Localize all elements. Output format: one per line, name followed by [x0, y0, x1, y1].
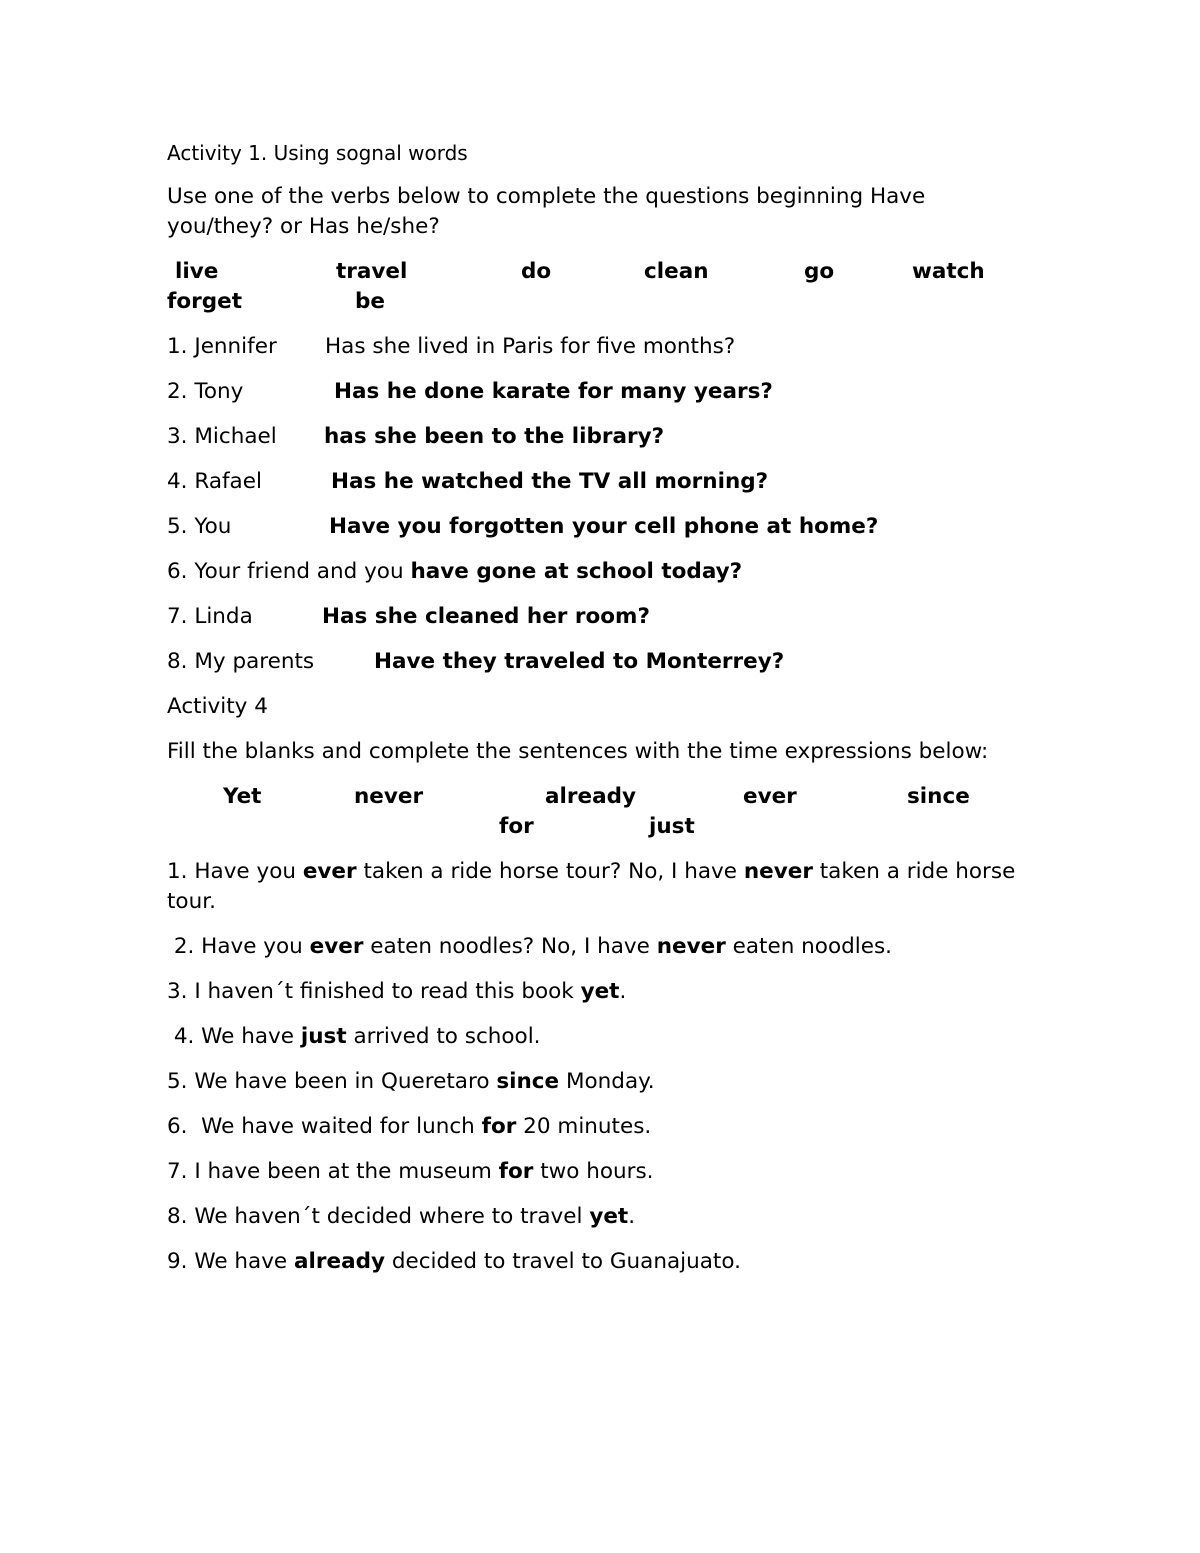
question-item [167, 467, 1047, 497]
expression-already: already [545, 784, 636, 809]
sentence-answer: since [496, 1069, 560, 1094]
sentence-text: 2. Have you [167, 934, 310, 959]
sentence-text: 9. We have [167, 1249, 294, 1274]
question-label: 2. Tony [167, 379, 244, 404]
verb-be: be [355, 289, 385, 314]
verb-bank [167, 257, 1047, 317]
verb-go: go [804, 259, 835, 284]
sentence-answer: already [294, 1249, 385, 1274]
question-item [167, 602, 1047, 632]
expression-for: for [499, 814, 534, 839]
sentence-text: . [628, 1204, 636, 1229]
sentence-answer: for [481, 1114, 517, 1139]
question-item [167, 647, 1047, 677]
verb-live: live [175, 259, 219, 284]
sentence-text: 8. We haven´t decided where to travel [167, 1204, 590, 1229]
question-answer: Has she cleaned her room? [322, 604, 650, 629]
verb-travel: travel [336, 259, 408, 284]
sentence-item [167, 857, 1047, 917]
sentence-text: 6. We have waited for lunch [167, 1114, 482, 1139]
sentence-item [167, 1202, 1047, 1232]
sentence-text: . [619, 979, 627, 1004]
sentence-item [167, 1247, 1047, 1277]
sentence-text: decided to travel to Guanajuato. [384, 1249, 741, 1274]
question-answer: has she been to the library? [324, 424, 665, 449]
sentence-text: taken a ride horse tour. [167, 859, 1016, 914]
sentence-item [167, 1112, 1047, 1142]
question-label: 5. You [167, 514, 232, 539]
question-answer: Has he done karate for many years? [334, 379, 773, 404]
activity1-instruction: Use one of the verbs below to complete the questions beginning Have you/they? or Has he/she? [167, 184, 926, 239]
verb-do: do [521, 259, 552, 284]
verb-clean: clean [644, 259, 709, 284]
sentence-answer: ever [302, 859, 357, 884]
sentence-item [167, 977, 1047, 1007]
verb-forget: forget [167, 289, 242, 314]
activity4-instruction: Fill the blanks and complete the sentences with the time expressions below: [167, 739, 989, 764]
sentence-answer: ever [309, 934, 364, 959]
question-label: 7. Linda [167, 604, 253, 629]
sentence-answer: yet [589, 1204, 629, 1229]
question-item [167, 512, 1047, 542]
sentence-text: 20 minutes. [516, 1114, 652, 1139]
sentence-answer: never [743, 859, 813, 884]
sentence-text: eaten noodles? No, I have [363, 934, 657, 959]
document-body [167, 138, 1047, 1292]
expression-ever: ever [743, 784, 797, 809]
expression-bank [167, 782, 1047, 842]
sentence-text: taken a ride horse tour? No, I have [356, 859, 744, 884]
question-answer: Have they traveled to Monterrey? [374, 649, 785, 674]
sentence-text: 7. I have been at the museum [167, 1159, 499, 1184]
expression-since: since [907, 784, 970, 809]
sentence-answer: never [656, 934, 726, 959]
sentence-text: Monday. [559, 1069, 655, 1094]
sentence-answer: yet [580, 979, 620, 1004]
question-label: 1. Jennifer [167, 334, 277, 359]
sentence-text: two hours. [533, 1159, 654, 1184]
sentence-answer: just [300, 1024, 347, 1049]
expression-yet: Yet [223, 784, 262, 809]
question-label: 6. Your friend and you [167, 559, 404, 584]
activity1-title: Activity 1. Using sognal words [167, 141, 468, 165]
question-answer: have gone at school today? [410, 559, 743, 584]
verb-watch: watch [912, 259, 985, 284]
question-answer: Have you forgotten your cell phone at home? [329, 514, 879, 539]
question-item [167, 332, 1047, 362]
expression-just: just [649, 814, 695, 839]
sentence-text: 5. We have been in Queretaro [167, 1069, 497, 1094]
sentence-item [167, 1157, 1047, 1187]
sentence-text: 1. Have you [167, 859, 303, 884]
question-item [167, 422, 1047, 452]
question-item [167, 377, 1047, 407]
sentence-item [167, 1022, 1047, 1052]
activity4-title: Activity 4 [167, 694, 268, 719]
question-answer: Has she lived in Paris for five months? [325, 334, 736, 359]
sentence-text: 3. I haven´t finished to read this book [167, 979, 581, 1004]
sentence-item [167, 932, 1047, 962]
question-answer: Has he watched the TV all morning? [331, 469, 769, 494]
question-label: 8. My parents [167, 649, 315, 674]
sentence-item [167, 1067, 1047, 1097]
sentence-text: 4. We have [167, 1024, 301, 1049]
sentence-text: arrived to school. [346, 1024, 541, 1049]
sentence-text: eaten noodles. [725, 934, 892, 959]
sentence-answer: for [498, 1159, 534, 1184]
question-label: 4. Rafael [167, 469, 262, 494]
question-label: 3. Michael [167, 424, 277, 449]
question-item [167, 557, 1047, 587]
expression-never: never [354, 784, 424, 809]
